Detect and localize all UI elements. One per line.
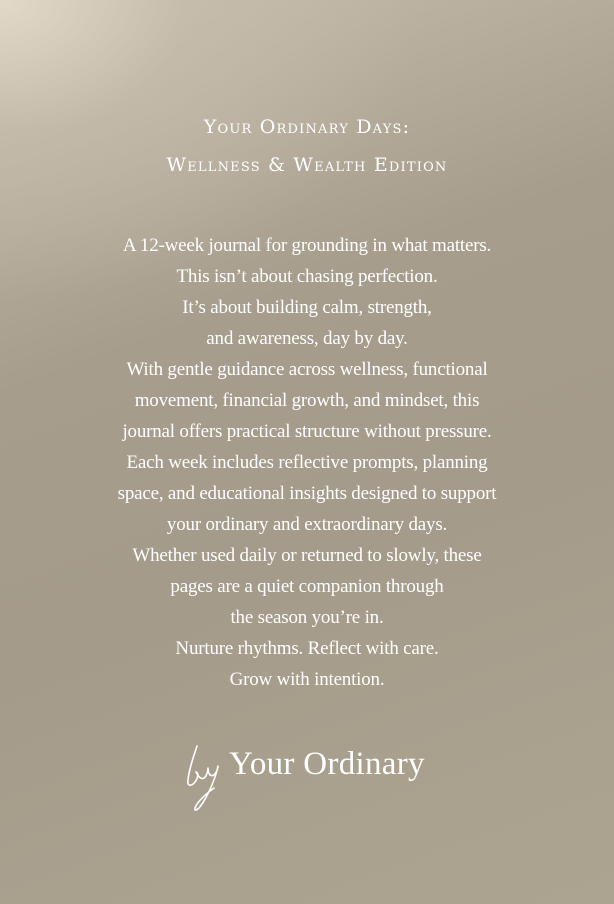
by-script-mark (184, 736, 230, 814)
description-line: journal offers practical structure without pressure. (122, 421, 492, 442)
description-line: Nurture rhythms. Reflect with care. (175, 638, 439, 659)
description-line: your ordinary and extraordinary days. (166, 514, 448, 535)
brand-signature (0, 730, 614, 820)
brand-name: Your Ordinary (229, 746, 425, 782)
book-title (0, 108, 614, 184)
by-label (0, 730, 1, 731)
description-line: A 12-week journal for grounding in what matters. (122, 235, 492, 256)
description-line: and awareness, day by day. (206, 328, 408, 349)
description-line: Grow with intention. (229, 669, 385, 690)
description-line: It’s about building calm, strength, (182, 297, 432, 318)
description-line: movement, financial growth, and mindset, this (134, 390, 480, 411)
description-line: the season you’re in. (230, 607, 384, 628)
description-line: With gentle guidance across wellness, functional (126, 359, 488, 380)
description-line: Each week includes reflective prompts, planning (126, 452, 488, 473)
book-description (0, 230, 614, 695)
description-line: Whether used daily or returned to slowly, these (132, 545, 482, 566)
description-line: pages are a quiet companion through (170, 576, 444, 597)
description-line: space, and educational insights designed to support (117, 483, 497, 504)
description-line: This isn’t about chasing perfection. (176, 266, 438, 287)
title-line-2: Wellness & Wealth Edition (166, 154, 448, 176)
title-line-1: Your Ordinary Days: (203, 116, 411, 138)
